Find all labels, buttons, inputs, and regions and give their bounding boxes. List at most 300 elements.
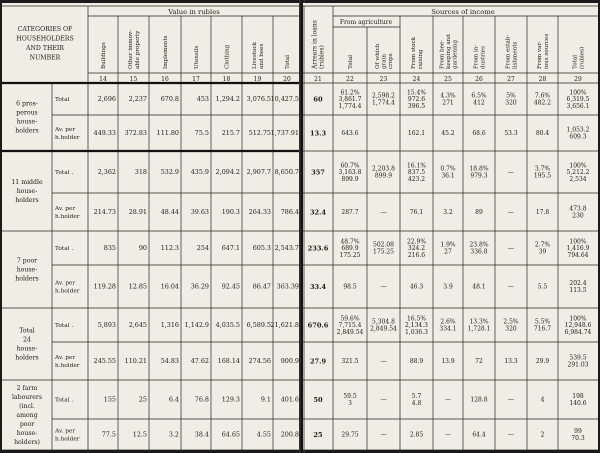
table-cell: 155 [103,395,116,404]
table-cell: 643.6 [341,130,359,138]
arrears-cell: 27.9 [309,357,327,366]
table-cell: 88.9 [409,358,424,366]
column-header: crops [388,53,395,69]
table-cell: 200.8 [280,430,299,439]
table-cell: 2,534 [569,175,587,183]
table-cell: 46.3 [409,283,424,291]
table-cell: 2,543.7 [274,244,299,253]
table-cell: 162.1 [407,130,426,138]
table-cell: 605.3 [252,244,271,253]
column-header: From var- [537,40,544,69]
table-cell: 175.25 [373,248,394,256]
table-cell: 2,849.54 [370,325,397,333]
column-number: 28 [538,76,547,83]
table-cell: 1,316 [160,321,179,330]
table-cell: 245.55 [93,357,116,366]
table-cell: 54.83 [160,357,179,366]
table-cell: 53.3 [504,130,518,138]
table-cell: 254 [196,244,209,253]
table-cell: 835 [103,244,116,253]
table-cell: 1,728.1 [467,325,491,333]
table-cell: 396.5 [407,102,426,110]
table-cell: — [445,431,451,439]
table-cell: 318 [134,168,147,177]
column-header: dustries [480,46,487,69]
table-cell: 287.7 [341,209,359,217]
column-number: 17 [192,76,200,83]
column-header: and bees [258,43,265,69]
group-name: perous [16,109,38,117]
table-cell: 3 [348,400,352,407]
table-cell: 264.33 [248,208,271,217]
table-cell: 412 [473,99,485,107]
table-cell: 334.1 [439,325,457,333]
table-cell: 3.2 [168,430,179,439]
table-cell: 28.91 [128,208,147,217]
table-cell: 75.5 [194,129,209,138]
table-cell: 4,035.5 [215,321,240,330]
row-label: Av. per [55,280,76,287]
row-label: h.holder [55,135,80,142]
table-cell: 12.85 [128,282,147,291]
table-cell: 59.5 [343,393,357,401]
table-cell: 2,203.8 [372,165,395,173]
group-name: holders [15,197,39,205]
column-header: Total [284,54,291,69]
arrears-cell: 13.3 [309,129,327,138]
column-header: From estab- [505,34,512,69]
table-cell: 2,598.2 [372,92,395,100]
table-cell: — [380,209,387,217]
table-cell: — [380,358,387,366]
column-header: From bee- [439,39,446,69]
table-cell: 48.7% [340,238,360,246]
table-cell: 25 [138,395,147,404]
group-name: 7 poor [16,257,38,265]
table-cell: 363.39 [276,282,299,291]
table-cell: 100% [569,162,587,170]
arrears-cell: 50 [313,396,323,404]
table-cell: 140.6 [569,400,587,407]
table-cell: 5,304.8 [372,318,395,326]
table-cell: 5.5 [537,283,548,291]
table-cell: 76.8 [194,395,209,404]
table-cell: 1,036.3 [405,328,428,336]
table-cell: 532.9 [160,168,179,177]
group-name: house- [16,266,38,274]
table-cell: 39 [538,248,547,256]
table-cell: — [508,431,514,439]
row-label: Total . [55,170,74,177]
table-cell: 794.64 [567,251,589,259]
group-name: among [16,412,38,420]
arrears-cell: 60 [313,95,323,104]
column-header: ious sources [543,33,550,69]
row-label: Total . [55,246,74,253]
table-cell: 6.4 [168,395,179,404]
table-cell: 128.8 [470,396,488,404]
arrears-cell: 670.6 [307,321,329,330]
column-header: Other immov- [128,29,135,69]
table-cell: 271 [442,99,454,107]
column-header: Buildings [100,42,107,69]
category-header: AND THEIR [26,44,64,52]
left-table [2,3,301,450]
table-cell: 6,319.5 [566,96,590,104]
table-cell: 76.1 [409,209,424,217]
table-cell: 60.7% [340,162,360,170]
table-cell: 22.9% [406,238,427,246]
table-cell: 70.3 [571,435,585,442]
table-cell: 98.5 [343,283,357,291]
category-header: CATEGORIES OF [17,25,73,33]
column-header: Implements [162,35,169,69]
table-cell: 7,715.4 [338,322,362,330]
table-cell: 111.80 [156,129,179,138]
table-cell: 8,650.7 [274,168,299,177]
group-name: holders) [14,439,40,447]
table-cell: 13.3% [469,318,489,326]
table-cell: 786.4 [280,208,299,217]
table-cell: 291.03 [567,361,589,369]
table-cell: 2.7% [534,241,551,249]
group-name: Total [19,327,35,335]
table-cell: 198 [572,393,584,401]
table-cell: 59.6% [340,315,360,323]
table-cell: 5.5% [534,318,551,326]
table-cell: 190.3 [221,208,240,217]
group-name: holders [15,127,39,135]
table-cell: 2,645 [128,321,147,330]
table-cell: 16.04 [160,282,179,291]
row-label: h.holder [55,288,80,295]
column-number: 14 [99,76,107,83]
column-number: 27 [507,76,515,83]
column-number: 23 [379,76,388,83]
table-cell: 899.9 [341,175,359,183]
column-number: 25 [444,76,452,83]
column-header: Total [347,54,354,69]
table-cell: — [445,396,451,404]
table-cell: 2,907.7 [246,168,271,177]
table-cell: 36.29 [190,282,209,291]
table-cell: 38.4 [194,430,209,439]
agriculture-header: From agriculture [339,19,393,26]
table-cell: — [380,283,387,291]
table-cell: 48.1 [472,283,486,291]
column-header: Livestock [252,42,259,69]
table-cell: 670.8 [160,95,179,104]
table-cell: 13.3 [504,358,518,366]
table-cell: 274.56 [248,357,271,366]
table-cell: 647.1 [221,244,240,253]
table-cell: 2,362 [97,168,116,177]
column-header: grain [381,54,388,69]
row-label: Av. per [55,206,76,213]
table-cell: 1,053.2 [566,126,590,134]
group-name: house- [16,188,38,196]
table-cell: 29.9 [535,358,550,366]
table-cell: 4.8 [411,400,422,407]
table-cell: 473.8 [569,205,587,213]
group-name: 6 pros- [16,100,38,108]
table-cell: 129.3 [221,395,240,404]
income-header: Sources of income [431,8,495,16]
table-cell: 5,893 [97,321,116,330]
column-number: 26 [475,76,483,83]
table-cell: 482.2 [533,99,552,107]
table-cell: 1,774.4 [372,99,395,107]
table-cell: 2.85 [409,431,424,439]
table-cell: 36.1 [441,172,455,180]
column-header: (rubles) [579,46,586,69]
table-cell: 1,416.9 [566,245,590,253]
table-cell: 1,294.2 [215,95,240,104]
group-name: holders [15,354,39,362]
arrears-cell: 32.4 [309,208,327,217]
table-cell: 3.7% [534,165,551,173]
table-cell: 3,076.5 [246,95,271,104]
row-label: Av. per [55,428,76,435]
column-header: Utensils [193,45,200,69]
column-header: From in- [473,44,480,69]
column-number: 18 [222,76,231,83]
table-cell: 68.6 [472,130,486,138]
row-label: Total . [55,323,74,330]
table-cell: 336.8 [470,248,488,256]
column-number: 15 [129,76,138,83]
column-number: 29 [574,76,582,83]
column-number: 20 [283,76,291,83]
column-number: 21 [314,76,322,83]
table-cell: 48.44 [160,208,179,217]
group-name: house- [16,430,38,438]
column-header: Clothing [224,44,231,69]
table-cell: 7.6% [534,92,551,100]
table-cell: 3.9 [443,283,453,291]
table-cell: 3,656.1 [566,102,590,110]
table-cell: 5% [506,92,516,100]
table-cell: 401.6 [280,395,299,404]
arrears-cell: 33.4 [309,283,327,291]
table-cell: 2,094.2 [215,168,240,177]
table-cell: 972.6 [407,96,426,104]
column-number: 16 [161,76,169,83]
row-label: Av. per [55,127,76,134]
group-name: house- [16,345,38,353]
table-cell: 2,696 [97,95,116,104]
table-cell: 64.65 [221,430,240,439]
left-page [2,3,301,450]
table-cell: 80.4 [535,130,550,138]
arrears-cell: 25 [313,431,323,439]
table-cell: 539.5 [569,354,587,362]
table-cell: 4 [540,396,545,404]
table-cell: 214.73 [93,208,116,217]
table-cell: 112.3 [160,244,179,253]
table-cell: 17.8 [535,209,550,217]
table-cell: 61.2% [340,89,360,97]
column-header: lishments [512,41,519,69]
column-header: gardening [452,39,459,69]
table-cell: 175.25 [339,251,361,259]
table-cell: 3,861.7 [338,96,362,104]
table-cell: 837.5 [407,169,426,177]
group-name: 24 [23,336,31,344]
table-cell: 6,589.5 [246,321,271,330]
right-table [303,3,598,450]
table-cell: 372.83 [124,129,147,138]
table-cell: 5,212.2 [566,169,590,177]
table-cell: 18.8% [469,165,489,173]
table-cell: 435.9 [190,168,209,177]
column-header: Of which [374,43,381,69]
group-name: house- [16,118,38,126]
column-header: From stock [411,36,418,69]
arrears-header: (rubles) [318,45,326,69]
table-cell: 449.33 [93,129,116,138]
table-cell: 2.5% [503,318,519,326]
table-cell: 113.5 [569,287,587,294]
table-cell: 6.5% [471,92,487,100]
table-cell: 1,737.91 [270,129,299,138]
table-cell: 10,427.5 [270,95,299,104]
table-cell: 39.63 [190,208,209,217]
row-label: h.holder [55,436,80,443]
arrears-cell: 357 [311,168,325,177]
table-cell: 4.3% [440,92,456,100]
table-cell: 979.3 [470,172,488,180]
column-number: 24 [412,76,421,83]
group-name: 11 middle [11,179,43,187]
table-cell: 15.4% [406,89,427,97]
column-header: Total [572,54,579,69]
table-cell: 1,774.4 [338,102,362,110]
table-cell: 99 [574,428,582,436]
column-number: 19 [253,76,262,83]
table-cell: 77.5 [101,430,116,439]
table-cell: 45.2 [441,130,455,138]
category-header: HOUSEHOLDERS [16,35,74,43]
table-cell: 0.7% [440,165,456,173]
table-cell: 16.1% [406,162,427,170]
table-cell: 119.28 [93,282,116,291]
group-name: holders [15,275,39,283]
table-cell: — [508,209,514,217]
table-cell: 13.9 [441,358,455,366]
group-name: (incl. [19,403,35,411]
table-cell: 2.6% [440,318,456,326]
table-cell: 23.8% [469,241,489,249]
table-cell: 89 [475,209,483,217]
table-cell: 27 [444,248,452,256]
table-cell: 9.1 [260,395,271,404]
table-cell: 100% [569,238,587,246]
column-header: raising [417,49,424,69]
table-cell: 12,948.6 [564,322,592,330]
table-cell: — [508,245,514,253]
table-cell: 216.6 [407,251,426,259]
row-label: Total . [55,397,74,404]
table-cell: 12.5 [132,430,147,439]
arrears-header: Arrears in loans [311,20,319,70]
group-name: 2 farm [16,385,38,393]
table-cell: 3,163.8 [338,169,362,177]
table-cell: 202.4 [569,280,587,288]
table-cell: — [508,169,514,177]
table-cell: 86.47 [252,282,271,291]
row-label: h.holder [55,363,80,370]
table-cell: 2 [540,431,545,439]
table-cell: 92.45 [221,282,240,291]
arrears-cell: 233.6 [307,244,329,253]
table-cell: 168.14 [217,357,240,366]
table-cell: 21,621.8 [270,321,299,330]
table-cell: 3.2 [443,209,453,217]
table-cell: 215.7 [221,129,240,138]
table-cell: 1,142.9 [184,321,209,330]
table-cell: 2,849.54 [336,328,364,336]
table-cell: 2,237 [128,95,147,104]
table-cell: — [508,283,514,291]
table-cell: 72 [475,358,483,366]
table-cell: 899.9 [374,172,393,180]
table-cell: 64.4 [472,431,486,439]
table-cell: 100% [569,89,587,97]
table-cell: 4.55 [256,430,271,439]
table-cell: 320 [505,99,517,107]
table-cell: 609.3 [569,133,587,141]
table-cell: 2,134.3 [405,322,428,330]
group-name: poor [19,421,35,429]
group-name: labourers [11,394,43,402]
table-cell: 5.7 [411,393,422,401]
table-cell: 100% [569,315,587,323]
table-cell: 29.75 [341,431,359,439]
column-header: able property [134,30,141,69]
table-cell: 320 [505,325,517,333]
table-cell: 716.7 [533,325,552,333]
row-label: Av. per [55,355,76,362]
table-cell: 90 [138,244,147,253]
table-cell: 324.2 [407,245,426,253]
table-cell: 512.75 [248,129,271,138]
table-cell: 1.9% [440,241,456,249]
table-cell: 321.5 [341,358,359,366]
column-header: keeping and [445,34,452,69]
category-header: NUMBER [29,54,61,62]
value-header: Value in rubles [168,8,220,16]
table-cell: — [508,396,514,404]
right-page [303,3,598,450]
table-cell: — [380,431,387,439]
table-cell: 230 [572,212,584,220]
row-label: h.holder [55,214,80,221]
table-cell: 502.08 [373,241,394,249]
table-cell: — [380,396,387,404]
table-cell: 453 [196,95,209,104]
table-cell: 900.9 [280,357,299,366]
table-cell: 689.9 [341,245,359,253]
row-label: Total [55,97,70,104]
table-cell: 110.21 [124,357,147,366]
table-cell: 47.62 [190,357,209,366]
table-cell: 195.5 [533,172,552,180]
column-number: 22 [346,76,354,83]
table-cell: 16.5% [406,315,427,323]
table-cell: 423.2 [407,175,426,183]
table-cell: 6,984.74 [564,328,592,336]
